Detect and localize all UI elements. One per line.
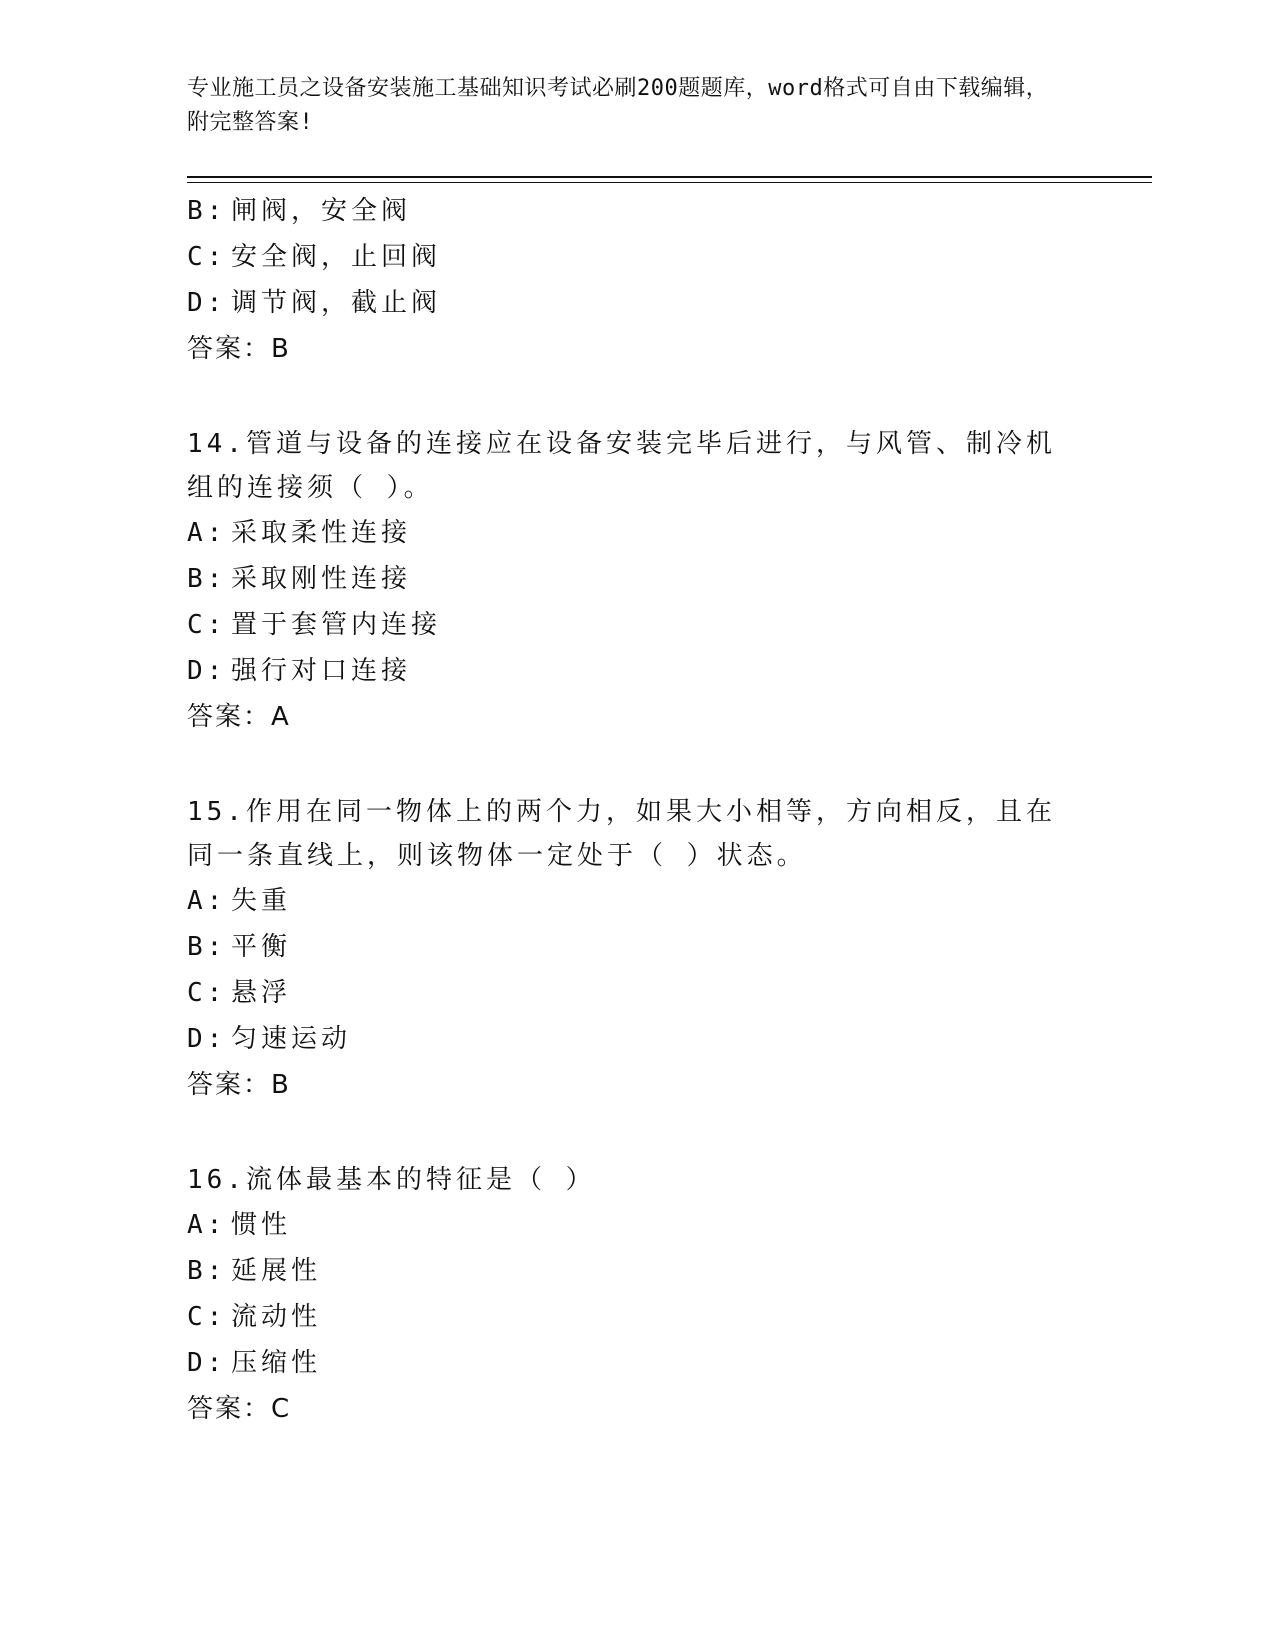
option-d: D: 匀速运动 [187, 1024, 352, 1054]
question-14 [187, 422, 1067, 740]
option-c: C: 悬浮 [187, 978, 292, 1008]
option-c: C: 安全阀，止回阀 [187, 242, 442, 272]
question-list [187, 188, 1067, 1432]
question-16 [187, 1158, 1067, 1432]
header-rule-thin [187, 182, 1152, 183]
option-d: D: 强行对口连接 [187, 656, 412, 686]
option-a: A: 失重 [187, 886, 292, 916]
option-c: C: 置于套管内连接 [187, 610, 442, 640]
option-a: A: 采取柔性连接 [187, 518, 412, 548]
option-d: D: 压缩性 [187, 1348, 322, 1378]
header-rule-thick [187, 176, 1152, 178]
option-b: B: 延展性 [187, 1256, 322, 1286]
option-b: B: 闸阀，安全阀 [187, 196, 412, 226]
question-15 [187, 790, 1067, 1108]
answer-line: 答案：B [187, 334, 291, 364]
question-stem: 14.管道与设备的连接应在设备安装完毕后进行，与风管、制冷机组的连接须（ ）。 [187, 429, 1056, 503]
answer-line: 答案：C [187, 1394, 292, 1424]
document-header-title: 专业施工员之设备安装施工基础知识考试必刷200题题库，word格式可自由下载编辑，附完整答案! [187, 76, 1049, 135]
option-b: B: 平衡 [187, 932, 292, 962]
answer-line: 答案：A [187, 702, 291, 732]
option-a: A: 惯性 [187, 1210, 292, 1240]
question-13 [187, 188, 1067, 372]
option-d: D: 调节阀，截止阀 [187, 288, 442, 318]
question-stem: 16.流体最基本的特征是（ ） [187, 1165, 596, 1195]
option-c: C: 流动性 [187, 1302, 322, 1332]
answer-line: 答案：B [187, 1070, 291, 1100]
option-b: B: 采取刚性连接 [187, 564, 412, 594]
question-stem: 15.作用在同一物体上的两个力，如果大小相等，方向相反，且在同一条直线上，则该物体一定处于（ ）状态。 [187, 797, 1056, 871]
